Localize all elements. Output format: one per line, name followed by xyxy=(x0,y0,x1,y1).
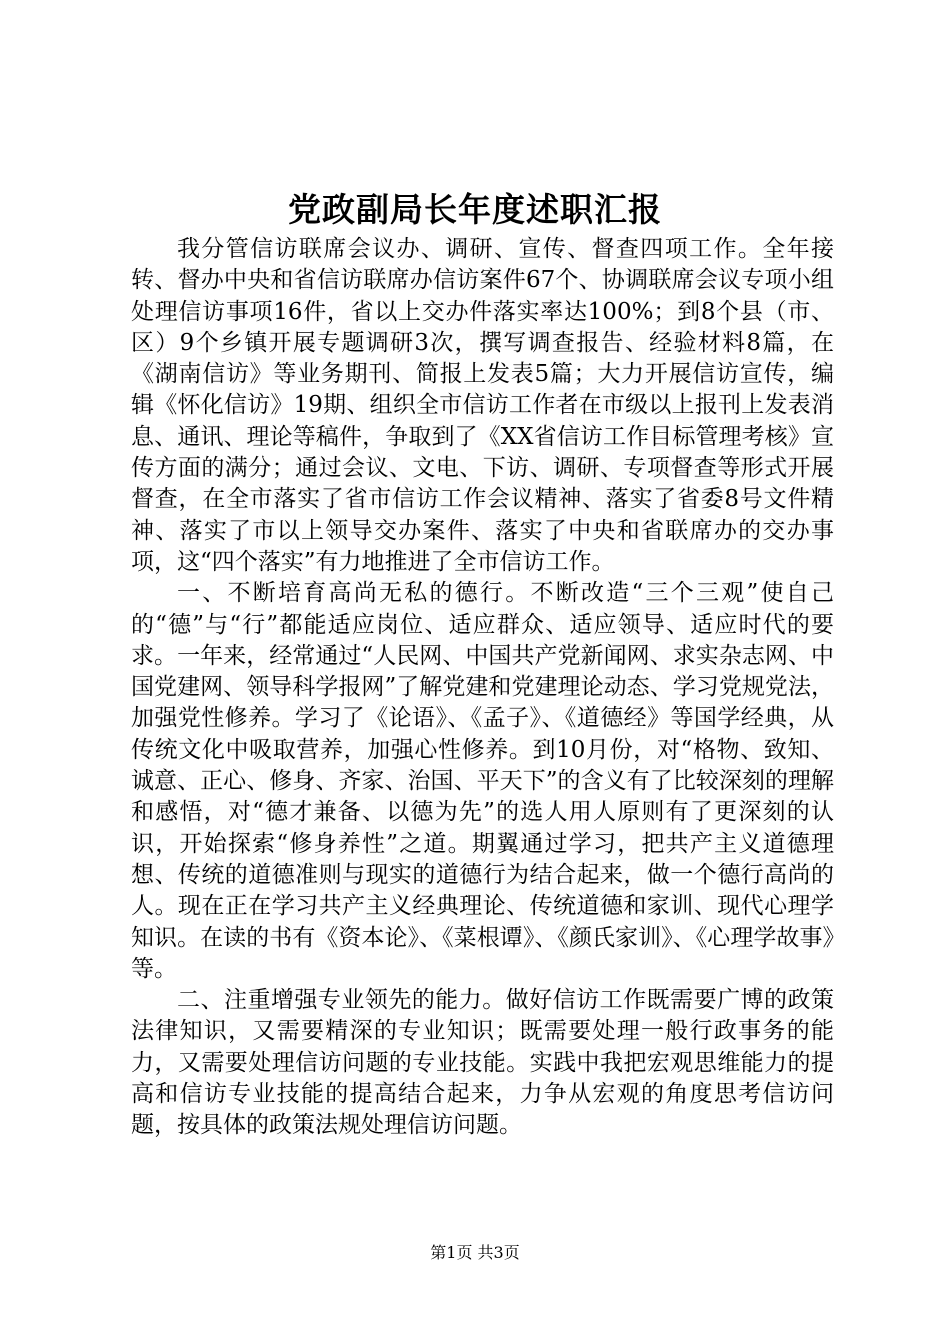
paragraph-intro: 我分管信访联席会议办、调研、宣传、督查四项工作。全年接转、督办中央和省信访联席办信访案件67个、协调联席会议专项小组处理信访事项16件，省以上交办件落实率达100%；到8个县（市、区）9个乡镇开展专题调研3次，撰写调查报告、经验材料8篇，在《湖南信访》等业务期刊、简报上发表5篇；大力开展信访宣传，编辑《怀化信访》19期、组织全市信访工作者在市级以上报刊上发表消息、通讯、理论等稿件，争取到了《XX省信访工作目标管理考核》宣传方面的满分；通过会议、文电、下访、调研、专项督查等形式开展督查，在全市落实了省市信访工作会议精神、落实了省委8号文件精神、落实了市以上领导交办案件、落实了中央和省联席办的交办事项，这“四个落实”有力地推进了全市信访工作。 xyxy=(131,236,834,575)
paragraph-section-1: 一、不断培育高尚无私的德行。不断改造“三个三观”使自己的“德”与“行”都能适应岗位、适应群众、适应领导、适应时代的要求。一年来，经常通过“人民网、中国共产党新闻网、求实杂志网、中国党建网、领导科学报网”了解党建和党建理论动态、学习党规党法，加强党性修养。学习了《论语》、《孟子》、《道德经》等国学经典，从传统文化中吸取营养，加强心性修养。到10月份，对“格物、致知、诚意、正心、修身、齐家、治国、平天下”的含义有了比较深刻的理解和感悟，对“德才兼备、以德为先”的选人用人原则有了更深刻的认识，开始探索“修身养性”之道。期翼通过学习，把共产主义道德理想、传统的道德准则与现实的道德行为结合起来，做一个德行高尚的人。现在正在学习共产主义经典理论、传统道德和家训、现代心理学知识。在读的书有《资本论》、《菜根谭》、《颜氏家训》、《心理学故事》等。 xyxy=(131,580,834,982)
document-title: 党政副局长年度述职汇报 xyxy=(288,190,662,229)
document-body xyxy=(131,234,834,1142)
page-number-footer: 第1页 共3页 xyxy=(430,1243,520,1262)
paragraph-section-2: 二、注重增强专业领先的能力。做好信访工作既需要广博的政策法律知识，又需要精深的专业知识；既需要处理一般行政事务的能力，又需要处理信访问题的专业技能。实践中我把宏观思维能力的提高和信访专业技能的提高结合起来，力争从宏观的角度思考信访问题，按具体的政策法规处理信访问题。 xyxy=(131,987,834,1139)
